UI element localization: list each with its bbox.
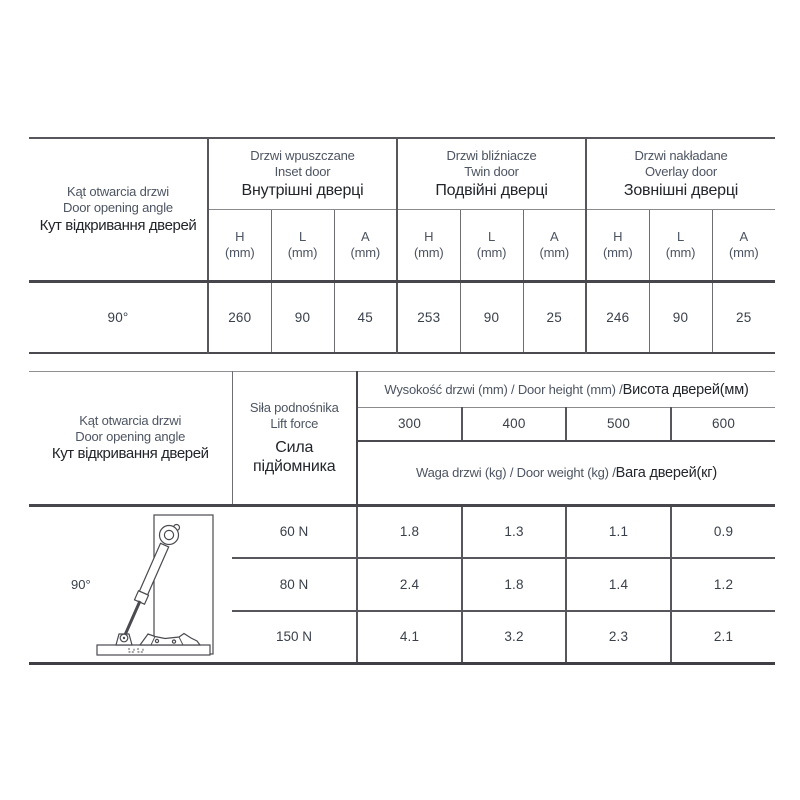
opening-angle-header-2 bbox=[29, 372, 232, 506]
group-twin-door bbox=[397, 138, 586, 209]
opening-angle2-ua: Кут відкривання дверей bbox=[51, 445, 209, 463]
table-row bbox=[29, 281, 775, 353]
col-header-a3: A (mm) bbox=[712, 209, 775, 281]
door-dimensions-table bbox=[29, 137, 775, 354]
base-plate bbox=[97, 645, 210, 655]
height-400: 400 bbox=[462, 408, 566, 441]
opening-angle2-pl: Kąt otwarcia drzwi bbox=[79, 412, 182, 428]
door-weight-latin: Waga drzwi (kg) / Door weight (kg) / bbox=[415, 464, 616, 480]
col-header-h1: H (mm) bbox=[208, 209, 271, 281]
cell-value: 1.4 bbox=[566, 558, 671, 611]
flat-bracket bbox=[140, 634, 200, 646]
cell-value: 253 bbox=[397, 281, 460, 353]
group-overlay-door bbox=[586, 138, 775, 209]
opening-angle-en: Door opening angle bbox=[63, 199, 173, 215]
height-300: 300 bbox=[357, 408, 462, 441]
height-600: 600 bbox=[671, 408, 775, 441]
angle-value: 90° bbox=[29, 281, 208, 353]
cell-value: 2.4 bbox=[357, 558, 462, 611]
group-overlay-ua: Зовнішні дверці bbox=[623, 181, 739, 199]
col-header-l1: L (mm) bbox=[271, 209, 334, 281]
cell-value: 4.1 bbox=[357, 611, 462, 664]
force-80n: 80 N bbox=[232, 558, 357, 611]
cell-value: 1.3 bbox=[462, 506, 566, 558]
height-500: 500 bbox=[566, 408, 671, 441]
cell-value: 90 bbox=[649, 281, 712, 353]
cell-value: 0.9 bbox=[671, 506, 775, 558]
piston-rod bbox=[125, 601, 140, 635]
door-height-latin: Wysokość drzwi (mm) / Door height (mm) / bbox=[384, 381, 623, 397]
cell-value: 246 bbox=[586, 281, 649, 353]
group-twin-en: Twin door bbox=[464, 163, 519, 179]
col-header-a1: A (mm) bbox=[334, 209, 397, 281]
cell-value: 2.3 bbox=[566, 611, 671, 664]
group-inset-door bbox=[208, 138, 397, 209]
opening-angle-ua: Кут відкривання дверей bbox=[39, 216, 197, 234]
lift-force-ua: Сила підйомника bbox=[253, 438, 336, 475]
cell-value: 90 bbox=[271, 281, 334, 353]
opening-angle2-en: Door opening angle bbox=[75, 428, 186, 444]
cell-value: 25 bbox=[523, 281, 586, 353]
lift-force-en: Lift force bbox=[270, 415, 319, 431]
opening-angle-header bbox=[29, 138, 208, 281]
col-header-l2: L (mm) bbox=[460, 209, 523, 281]
col-header-l3: L (mm) bbox=[649, 209, 712, 281]
group-twin-ua: Подвійні дверці bbox=[435, 181, 548, 199]
lift-force-table bbox=[29, 371, 775, 665]
lift-force-pl: Siła podnośnika bbox=[249, 399, 339, 415]
lift-force-header bbox=[232, 372, 357, 506]
cell-value: 1.8 bbox=[462, 558, 566, 611]
opening-angle-pl: Kąt otwarcia drzwi bbox=[67, 183, 169, 199]
door-weight-header bbox=[357, 441, 775, 506]
group-inset-en: Inset door bbox=[274, 163, 331, 179]
cell-value: 1.2 bbox=[671, 558, 775, 611]
cell-value: 260 bbox=[208, 281, 271, 353]
col-header-h3: H (mm) bbox=[586, 209, 649, 281]
group-twin-pl: Drzwi bliźniacze bbox=[446, 147, 537, 163]
door-height-header bbox=[357, 372, 775, 408]
group-overlay-pl: Drzwi nakładane bbox=[634, 147, 728, 163]
door-weight-ua: Вага дверей(кг) bbox=[615, 464, 718, 481]
cell-value: 2.1 bbox=[671, 611, 775, 664]
cell-value: 1.1 bbox=[566, 506, 671, 558]
force-150n: 150 N bbox=[232, 611, 357, 664]
table-row bbox=[29, 506, 775, 558]
group-overlay-en: Overlay door bbox=[645, 163, 718, 179]
force-60n: 60 N bbox=[232, 506, 357, 558]
col-header-a2: A (mm) bbox=[523, 209, 586, 281]
top-ring bbox=[160, 526, 179, 545]
group-inset-ua: Внутрішні дверці bbox=[241, 181, 364, 199]
diagram-angle-label: 90° bbox=[71, 577, 91, 592]
cell-value: 1.8 bbox=[357, 506, 462, 558]
door-height-ua: Висота дверей(мм) bbox=[622, 381, 749, 398]
mechanism-diagram-cell bbox=[29, 506, 232, 664]
cell-value: 45 bbox=[334, 281, 397, 353]
lift-mechanism-diagram bbox=[29, 509, 232, 665]
cell-value: 90 bbox=[460, 281, 523, 353]
cell-value: 25 bbox=[712, 281, 775, 353]
group-inset-pl: Drzwi wpuszczane bbox=[250, 147, 355, 163]
col-header-h2: H (mm) bbox=[397, 209, 460, 281]
cell-value: 3.2 bbox=[462, 611, 566, 664]
